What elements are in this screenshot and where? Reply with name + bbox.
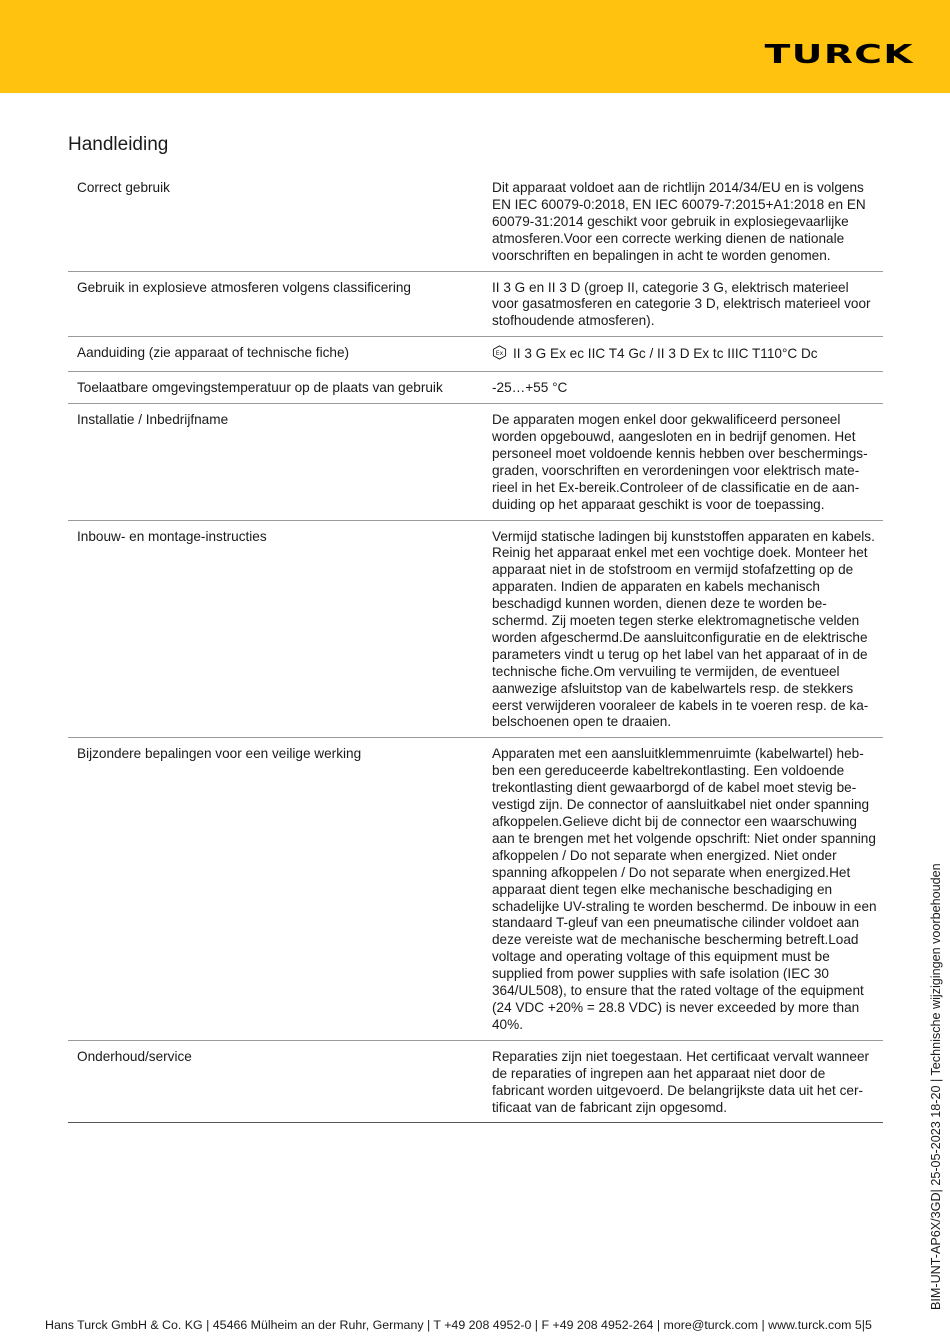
row-value: Reparaties zijn niet toegestaan. Het certificaat vervalt wanneer de reparaties of ingrepen aan het apparaat niet door de fabricant worden uitgevoerd. De belangrijkste data uit het certificaat van de fabricant zijn opgesomd. xyxy=(492,1040,883,1123)
marking-text: II 3 G Ex ec IIC T4 Gc / II 3 D Ex tc IIIC T110°C Dc xyxy=(513,346,818,362)
row-value: -25…+55 °C xyxy=(492,372,883,404)
side-document-info: BIM-UNT-AP6X/3GD| 25-05-2023 18-20 | Technische wijzigingen voorbehouden xyxy=(929,863,943,1310)
table-row xyxy=(68,372,883,404)
table-row xyxy=(68,271,883,337)
table-row xyxy=(68,738,883,1040)
row-value: II 3 G en II 3 D (groep II, categorie 3 G, elektrisch materieel voor gasatmosferen en categorie 3 D, elektrisch materieel voor stofhoudende atmosferen). xyxy=(492,271,883,337)
svg-text:Ex: Ex xyxy=(495,350,504,358)
row-label: Inbouw- en montage-instructies xyxy=(68,520,492,738)
row-label: Bijzondere bepalingen voor een veilige werking xyxy=(68,738,492,1040)
manual-table xyxy=(68,172,883,1123)
header-bar xyxy=(0,0,950,93)
table-row xyxy=(68,172,883,271)
table-row xyxy=(68,337,883,372)
page-title: Handleiding xyxy=(68,134,169,155)
row-value: Apparaten met een aansluitklemmenruimte (kabelwartel) hebben een gereduceerde kabeltrekontlasting. Een voldoende trekontlasting dient gewaarborgd of de kabel moet stevig bevestigd zijn. De connector of aansluitkabel niet onder spanning afkoppelen.Gelieve dicht bij de connector een waarschuwing aan te brengen met het volgende opschrift: Niet onder spanning afkoppelen / Do not separate when energized. Niet onder spanning afkoppelen / Do not separate when energized.Het apparaat dient tegen elke mechanische beschadiging en schadelijke UV-straling te worden beschermd. De inbouw in een standaard T-gleuf van een pneumatische cilinder voldoet aan deze vereiste wat de mechanische bescherming betreft.Load voltage and operating voltage of this equipment must be supplied from power supplies with safe isolation (IEC 30 364/UL508), to ensure that the rated voltage of the equipment (24 VDC +20% = 28.8 VDC) is never exceeded by more than 40%. xyxy=(492,738,883,1040)
turck-logo: TURCK xyxy=(764,40,914,70)
row-label: Aanduiding (zie apparaat of technische fiche) xyxy=(68,337,492,372)
row-label: Toelaatbare omgevingstemperatuur op de plaats van gebruik xyxy=(68,372,492,404)
ex-hexagon-icon xyxy=(492,345,507,365)
table-row xyxy=(68,404,883,520)
row-value-marking xyxy=(492,337,883,372)
row-value: Dit apparaat voldoet aan de richtlijn 2014/34/EU en is volgens EN IEC 60079-0:2018, EN IEC 60079-7:2015+A1:2018 en EN 60079-31:2014 geschikt voor gebruik in explosiegevaarlijke atmosferen.Voor een correcte werking dienen de nationale voorschriften en bepalingen in acht te worden genomen. xyxy=(492,172,883,271)
footer-address: Hans Turck GmbH & Co. KG | 45466 Mülheim an der Ruhr, Germany | T +49 208 4952-0 | F +49 208 4952-264 | more@turck.com | www.turck.com 5|5 xyxy=(45,1318,872,1332)
row-label: Installatie / Inbedrijfname xyxy=(68,404,492,520)
row-label: Gebruik in explosieve atmosferen volgens classificering xyxy=(68,271,492,337)
row-label: Correct gebruik xyxy=(68,172,492,271)
row-value: De apparaten mogen enkel door gekwalificeerd personeel worden opgebouwd, aangesloten en in bedrijf genomen. Het personeel moet voldoende kennis hebben over beschermingsgraden, voorschriften en verordeningen voor elektrisch materieel in het Ex-bereik.Controleer of de classificatie en de aanduiding op het apparaat geschikt is voor de toepassing. xyxy=(492,404,883,520)
row-value: Vermijd statische ladingen bij kunststoffen apparaten en kabels. Reinig het apparaat enkel met een vochtige doek. Monteer het apparaat niet in de stofstroom en vermijd stofafzetting op de apparaten. Indien de apparaten en kabels mechanisch beschadigd kunnen worden, dienen deze te worden beschermd. Zij moeten tegen sterke elektromagnetische velden worden afgeschermd.De aansluitconfiguratie en de elektrische parameters vindt u terug op het label van het apparaat of in de technische fiche.Om vervuiling te vermijden, de eventueel aanwezige afsluitstop van de kabelwartels resp. de stekkers eerst verwijderen vooraleer de kabels in te voeren resp. de kabelschoenen open te draaien. xyxy=(492,520,883,738)
row-label: Onderhoud/service xyxy=(68,1040,492,1123)
table-row xyxy=(68,520,883,738)
table-row xyxy=(68,1040,883,1123)
